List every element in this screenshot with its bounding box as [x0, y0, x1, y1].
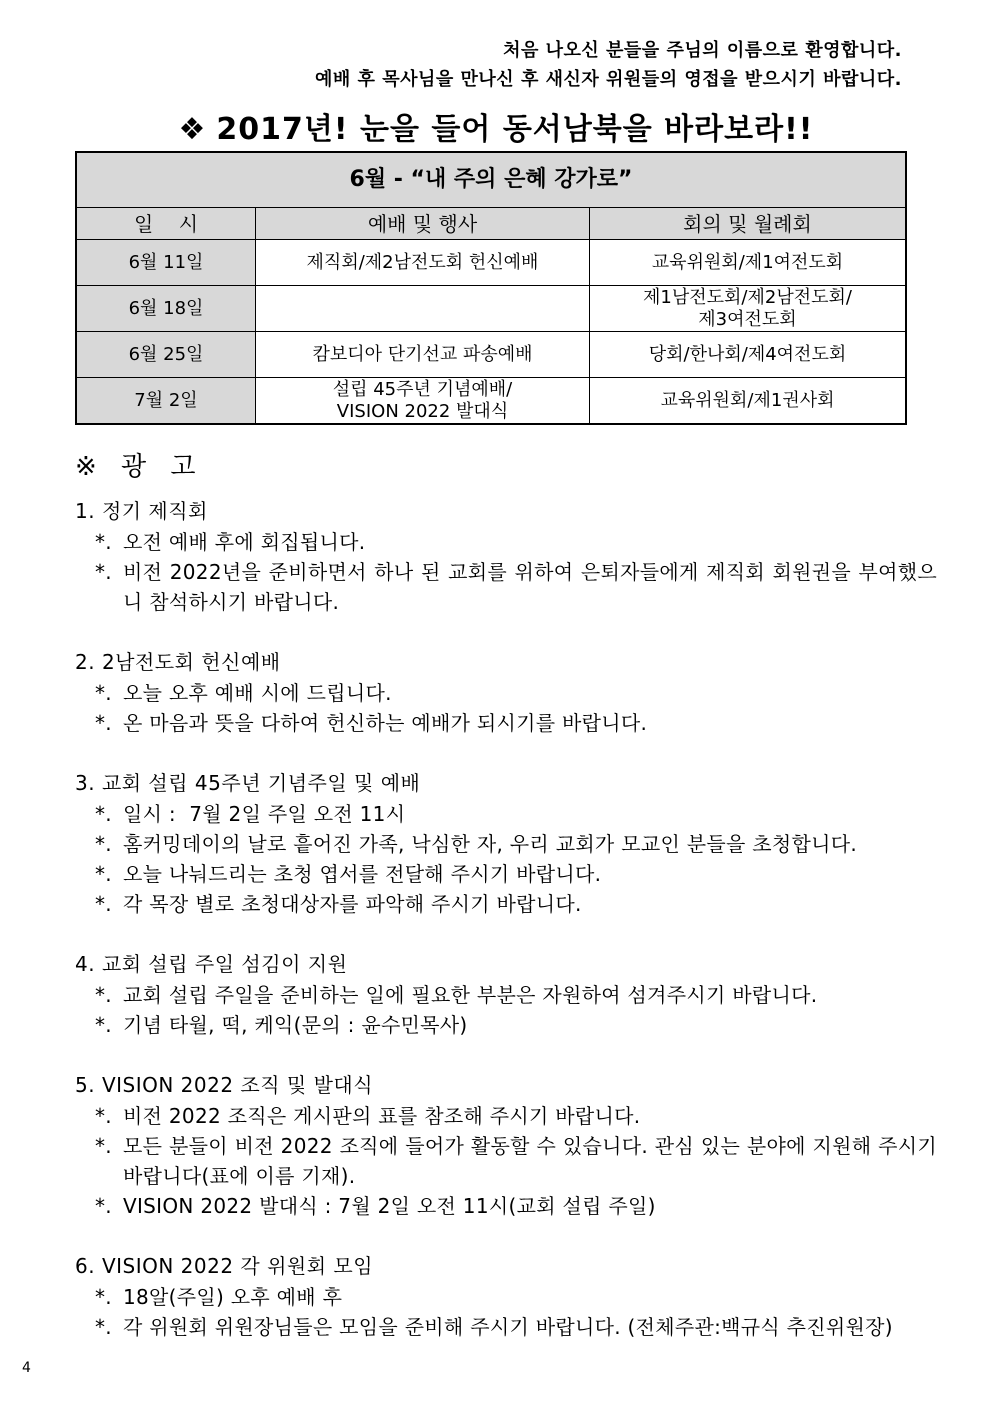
bullet-mark: *.: [95, 862, 112, 886]
list-item: [75, 1282, 937, 1312]
header-date: 일 시: [76, 208, 256, 240]
list-item: [75, 1312, 937, 1342]
bullet-mark: *.: [95, 681, 112, 705]
row-event: 설립 45주년 기념예배/ VISION 2022 발대식: [256, 378, 590, 425]
list-item-text: 온 마음과 뜻을 다하여 헌신하는 예배가 되시기를 바랍니다.: [123, 711, 648, 735]
row-event: 제직회/제2남전도회 헌신예배: [256, 240, 590, 286]
announcement-list: [75, 980, 937, 1040]
announcement-1: [75, 496, 937, 617]
schedule-table: [75, 151, 907, 425]
bullet-mark: *.: [95, 1285, 112, 1309]
page-number: 4: [22, 1360, 31, 1376]
bullet-mark: *.: [95, 1104, 112, 1128]
announcement-4: [75, 949, 937, 1040]
row-meeting: 당회/한나회/제4여전도회: [590, 332, 907, 378]
row-date: 6월 25일: [76, 332, 256, 378]
header-event: 예배 및 행사: [256, 208, 590, 240]
bullet-mark: *.: [95, 892, 112, 916]
list-item-text: 비전 2022 조직은 게시판의 표를 참조해 주시기 바랍니다.: [123, 1104, 641, 1128]
welcome-line-2: 예배 후 목사님을 만나신 후 새신자 위원들의 영접을 받으시기 바랍니다.: [315, 69, 902, 90]
bullet-mark: *.: [95, 1134, 112, 1158]
list-item-text: 각 위원회 위원장님들은 모임을 준비해 주시기 바랍니다. (전체주관:백규식 추진위원장): [123, 1315, 893, 1339]
list-item: [75, 557, 937, 617]
announcement-title: 5. VISION 2022 조직 및 발대식: [75, 1073, 374, 1097]
list-item: [75, 889, 937, 919]
list-item-text: 홈커밍데이의 날로 흩어진 가족, 낙심한 자, 우리 교회가 모교인 분들을 초청합니다.: [123, 832, 858, 856]
announcement-2: [75, 647, 937, 738]
announcement-6: [75, 1251, 937, 1342]
row-meeting: 제1남전도회/제2남전도회/ 제3여전도회: [590, 286, 907, 332]
bullet-mark: *.: [95, 1194, 112, 1218]
announcement-title: 6. VISION 2022 각 위원회 모임: [75, 1254, 374, 1278]
list-item-text: 비전 2022년을 준비하면서 하나 된 교회를 위하여 은퇴자들에게 제직회 회원권을 부여했으니 참석하시기 바랍니다.: [123, 560, 937, 614]
bullet-mark: *.: [95, 560, 112, 584]
list-item: [75, 1101, 937, 1131]
bullet-mark: *.: [95, 1315, 112, 1339]
diamond-bullet-icon: ❖: [178, 112, 207, 147]
list-item-text: 18알(주일) 오후 예배 후: [123, 1285, 343, 1309]
row-meeting: 교육위원회/제1권사회: [590, 378, 907, 425]
announcement-list: [75, 678, 937, 738]
row-event: [256, 286, 590, 332]
announcement-list: [75, 1282, 937, 1342]
welcome-line-1: 처음 나오신 분들을 주님의 이름으로 환영합니다.: [503, 40, 902, 61]
bullet-mark: *.: [95, 832, 112, 856]
table-row: [76, 240, 906, 286]
announcement-title: 1. 정기 제직회: [75, 499, 208, 523]
bullet-mark: *.: [95, 802, 112, 826]
list-item-text: 일시 : 7월 2일 주일 오전 11시: [123, 802, 406, 826]
announcements: [75, 496, 937, 1372]
list-item: [75, 799, 937, 829]
list-item-text: 각 목장 별로 초청대상자를 파악해 주시기 바랍니다.: [123, 892, 582, 916]
announcement-list: [75, 1101, 937, 1221]
header-meeting: 회의 및 월례회: [590, 208, 907, 240]
bullet-mark: *.: [95, 711, 112, 735]
list-item-text: 교회 설립 주일을 준비하는 일에 필요한 부분은 자원하여 섬겨주시기 바랍니다.: [123, 983, 818, 1007]
list-item: [75, 527, 937, 557]
announcement-title: 3. 교회 설립 45주년 기념주일 및 예배: [75, 771, 421, 795]
list-item-text: VISION 2022 발대식 : 7월 2일 오전 11시(교회 설립 주일): [123, 1194, 656, 1218]
announcement-title: 4. 교회 설립 주일 섬김이 지원: [75, 952, 348, 976]
page-title-text: 2017년! 눈을 들어 동서남북을 바라보라!!: [216, 112, 814, 147]
row-event: 캄보디아 단기선교 파송예배: [256, 332, 590, 378]
page-title: [0, 104, 992, 148]
list-item-text: 오늘 나눠드리는 초청 엽서를 전달해 주시기 바랍니다.: [123, 862, 602, 886]
row-meeting: 교육위원회/제1여전도회: [590, 240, 907, 286]
list-item: [75, 1010, 937, 1040]
table-row: [76, 378, 906, 425]
list-item: [75, 859, 937, 889]
schedule-header-row: [76, 208, 906, 240]
table-row: [76, 332, 906, 378]
row-date: 6월 11일: [76, 240, 256, 286]
announcement-5: [75, 1070, 937, 1221]
list-item-text: 오전 예배 후에 회집됩니다.: [123, 530, 366, 554]
row-date: 7월 2일: [76, 378, 256, 425]
list-item: [75, 708, 937, 738]
announcement-3: [75, 768, 937, 919]
list-item: [75, 678, 937, 708]
table-row: [76, 286, 906, 332]
list-item-text: 오늘 오후 예배 시에 드립니다.: [123, 681, 392, 705]
announcement-title: 2. 2남전도회 헌신예배: [75, 650, 281, 674]
row-date: 6월 18일: [76, 286, 256, 332]
announcements-heading: ※ 광 고: [75, 452, 204, 482]
bullet-mark: *.: [95, 530, 112, 554]
announcement-list: [75, 799, 937, 919]
bullet-mark: *.: [95, 983, 112, 1007]
schedule-month-row: [76, 152, 906, 208]
list-item: [75, 980, 937, 1010]
list-item-text: 기념 타월, 떡, 케익(문의 : 윤수민목사): [123, 1013, 468, 1037]
bullet-mark: *.: [95, 1013, 112, 1037]
list-item-text: 모든 분들이 비전 2022 조직에 들어가 활동할 수 있습니다. 관심 있는 분야에 지원해 주시기 바랍니다(표에 이름 기재).: [123, 1134, 937, 1188]
schedule-month-title: 6월 - “내 주의 은혜 강가로”: [76, 152, 906, 208]
list-item: [75, 1131, 937, 1191]
list-item: [75, 1191, 937, 1221]
welcome-message: [315, 36, 902, 94]
announcement-list: [75, 527, 937, 617]
list-item: [75, 829, 937, 859]
